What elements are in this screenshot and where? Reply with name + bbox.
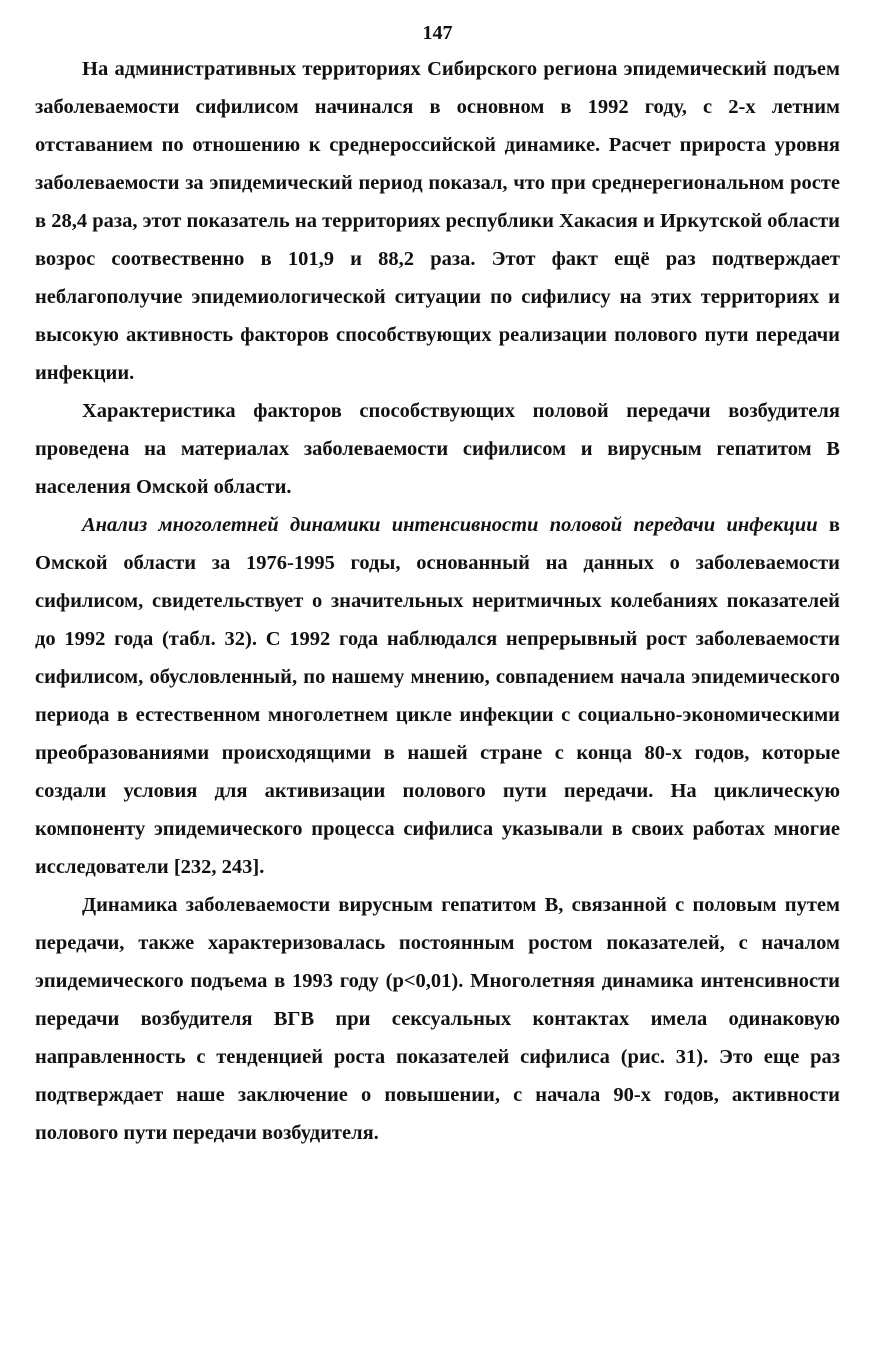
paragraph-1-text: На административных территориях Сибирского региона эпидемический подъем заболеваемости сифилисом начинался в основном в 1992 году, с 2-х летним отставанием по отношению к среднероссийской динамике. Расчет прироста уровня заболеваемости за эпидемический период показал, что при среднерегиональном росте в 28,4 раза, этот показатель на территориях республики Хакасия и Иркутской области возрос соотвественно в 101,9 и 88,2 раза. Этот факт ещё раз подтверждает неблагополучие эпидемиологической ситуации по сифилису на этих территориях и высокую активность факторов способствующих реализации полового пути передачи инфекции. [35,58,840,384]
paragraph-2-text: Характеристика факторов способствующих половой передачи возбудителя проведена на материалах заболеваемости сифилисом и вирусным гепатитом В населения Омской области. [35,400,840,498]
paragraph-4 [35,886,840,1152]
paragraph-3 [35,506,840,886]
paragraph-2 [35,392,840,506]
paragraph-1 [35,50,840,392]
document-page [35,20,840,1152]
paragraph-3-italic-lead: Анализ многолетней динамики интенсивности половой передачи инфекции [82,514,818,536]
paragraph-3-text: в Омской области за 1976-1995 годы, основанный на данных о заболеваемости сифилисом, свидетельствует о значительных неритмичных колебаниях показателей до 1992 года (табл. 32). С 1992 года наблюдался непрерывный рост заболеваемости сифилисом, обусловленный, по нашему мнению, совпадением начала эпидемического периода в естественном многолетнем цикле инфекции с социально-экономическими преобразованиями происходящими в нашей стране с конца 80-х годов, которые создали условия для активизации полового пути передачи. На циклическую компоненту эпидемического процесса сифилиса указывали в своих работах многие исследователи [232, 243]. [35,514,840,878]
paragraph-4-text: Динамика заболеваемости вирусным гепатитом В, связанной с половым путем передачи, также характеризовалась постоянным ростом показателей, с началом эпидемического подъема в 1993 году (р<0,01). Многолетняя динамика интенсивности передачи возбудителя ВГВ при сексуальных контактах имела одинаковую направленность с тенденцией роста показателей сифилиса (рис. 31). Это еще раз подтверждает наше заключение о повышении, с начала 90-х годов, активности полового пути передачи возбудителя. [35,894,840,1144]
page-number: 147 [422,22,453,44]
